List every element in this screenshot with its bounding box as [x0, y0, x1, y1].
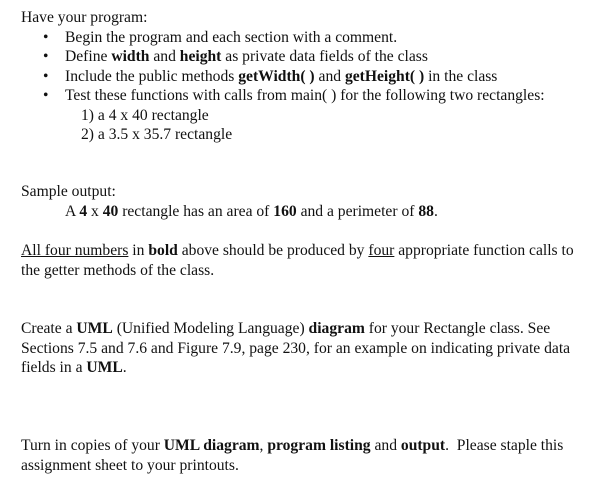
requirement-item-methods: • Include the public methods getWidth( ) and getHeight( ) in the class: [43, 67, 498, 85]
rectangle-list: [21, 106, 591, 145]
rectangle-item: 2) a 3.5 x 35.7 rectangle: [81, 126, 233, 143]
bullet-icon: •: [43, 48, 49, 65]
sample-output-line: A 4 x 40 rectangle has an area of 160 and a perimeter of 88.: [65, 203, 438, 220]
requirements-list: [21, 28, 591, 106]
rectangle-item: 1) a 4 x 40 rectangle: [81, 106, 209, 124]
intro-heading: Have your program:: [21, 9, 148, 26]
bullet-icon: •: [43, 87, 49, 104]
assignment-document: [21, 8, 591, 474]
turn-in-paragraph: Turn in copies of your UML diagram, program listing and output. Please staple this assignment sheet to your printouts.: [21, 437, 568, 474]
uml-paragraph: Create a UML (Unified Modeling Language) diagram for your Rectangle class. See Sections 7.5 and 7.6 and Figure 7.9, page 230, for an example on indicating private data fields in a UML.: [21, 320, 575, 376]
requirement-item-fields: • Define width and height as private data fields of the class: [43, 48, 428, 65]
sample-output-label: Sample output:: [21, 183, 116, 200]
requirement-item-comment: • Begin the program and each section with a comment.: [43, 28, 398, 46]
requirement-item-test: • Test these functions with calls from main( ) for the following two rectangles:: [43, 87, 545, 104]
numbers-paragraph: All four numbers in bold above should be produced by four appropriate function calls to the getter methods of the class.: [21, 242, 578, 279]
bullet-icon: •: [43, 67, 49, 85]
bullet-icon: •: [43, 28, 49, 46]
